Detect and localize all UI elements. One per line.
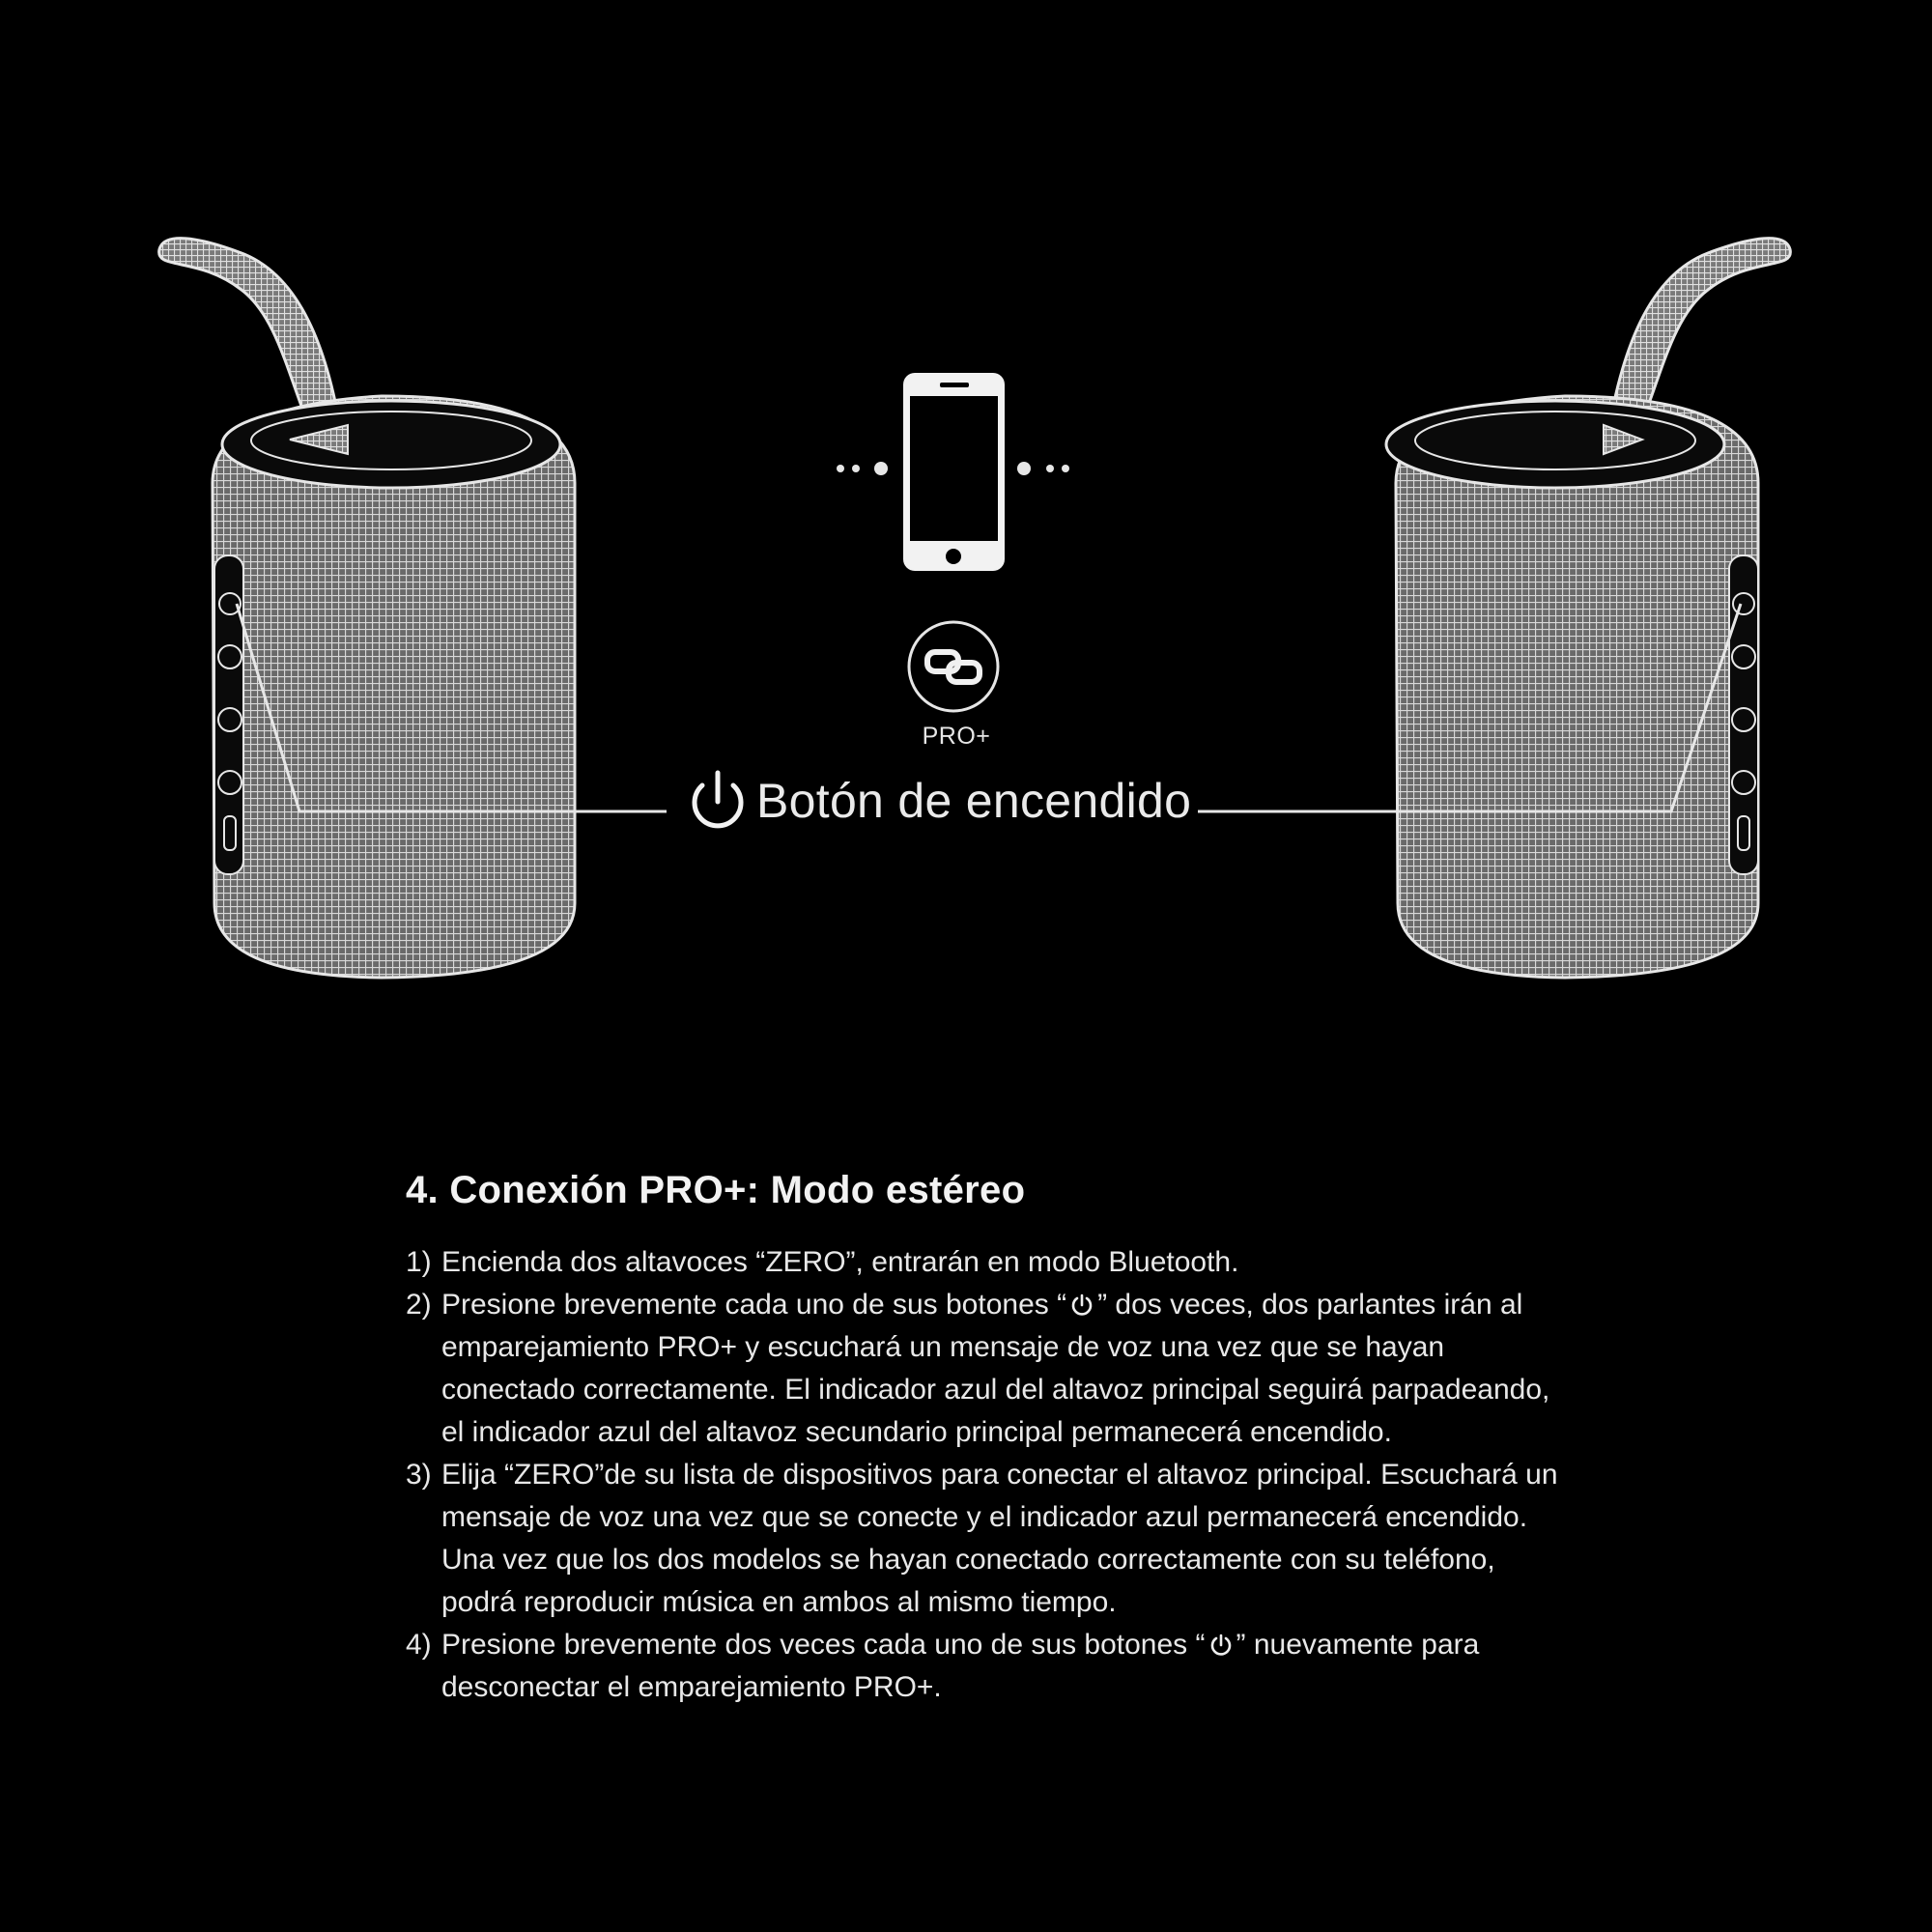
smartphone-icon: [903, 373, 1005, 571]
step-text: Encienda dos altavoces “ZERO”, entrarán en modo Bluetooth.: [441, 1246, 1239, 1278]
step-3: [406, 1454, 1565, 1624]
right-speaker: [1386, 239, 1790, 978]
step-number: 2): [406, 1289, 432, 1321]
step-text: Elija “ZERO”de su lista de dispositivos para conectar el altavoz principal. Escuchará un mensaje de voz una vez que se conecte y el indicador azul permanecerá encendido. Una vez que los dos modelos se hayan conectado correctamente con su teléfono, podrá reproducir música en ambos al mismo tiempo.: [441, 1459, 1558, 1618]
step-text-after: ” dos veces, dos parlantes irán al emparejamiento PRO+ y escuchará un mensaje de voz una vez que se hayan conectado correctamente. El indicador azul del altavoz principal seguirá parpadeando, el indicador azul del altavoz secundario principal permanecerá encendido.: [441, 1289, 1550, 1448]
right-speaker-top: [1386, 401, 1724, 488]
instructions-section: [406, 1169, 1565, 1709]
step-1: [406, 1241, 1565, 1284]
step-4: [406, 1624, 1565, 1709]
pro-plus-link-icon: [909, 622, 998, 711]
section-heading: 4. Conexión PRO+: Modo estéreo: [406, 1169, 1026, 1211]
left-speaker: [159, 239, 575, 978]
power-icon: [695, 773, 741, 826]
step-2: [406, 1284, 1565, 1454]
step-text-before: Presione brevemente cada uno de sus botones “: [441, 1289, 1067, 1321]
step-number: 1): [406, 1246, 432, 1278]
step-text-before: Presione brevemente dos veces cada uno de sus botones “: [441, 1629, 1206, 1661]
pro-plus-label: PRO+: [922, 723, 991, 750]
power-button-caption: Botón de encendido: [756, 774, 1192, 828]
power-icon: [1069, 1293, 1094, 1318]
step-number: 4): [406, 1629, 432, 1661]
signal-dots-left: [837, 462, 888, 475]
step-number: 3): [406, 1459, 432, 1491]
power-icon: [1208, 1633, 1234, 1658]
step-text-after: ” nuevamente para desconectar el emparejamiento PRO+.: [441, 1629, 1480, 1703]
signal-dots-right: [1017, 462, 1069, 475]
left-speaker-top: [222, 401, 560, 488]
